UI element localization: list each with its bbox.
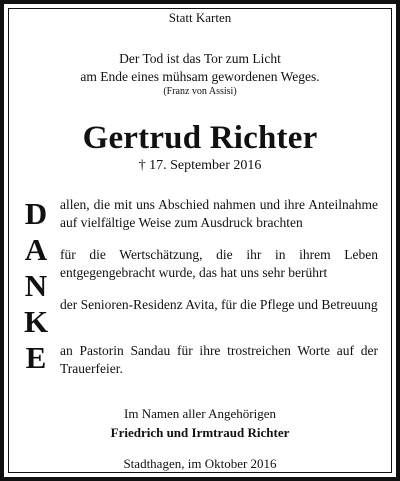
epigraph-quote: [0, 50, 400, 86]
danke-letter-n: N: [24, 268, 48, 303]
quote-author: (Franz von Assisi): [163, 86, 237, 97]
danke-letter-d: D: [24, 196, 48, 231]
death-date: † 17. September 2016: [138, 158, 262, 173]
thanks-paragraph-3: der Senioren-Residenz Avita, für die Pflege und Betreuung: [60, 297, 378, 312]
thanks-paragraph-4: an Pastorin Sandau für ihre trostreichen Worte auf der Trauerfeier.: [60, 343, 378, 376]
danke-letter-k: K: [24, 304, 49, 339]
danke-letter-e: E: [25, 340, 47, 375]
thanks-paragraph-1: allen, die mit uns Abschied nahmen und ihre Anteilnahme auf vielfältige Weise zum Ausdruck brachten: [60, 197, 378, 230]
danke-letter-a: A: [24, 232, 48, 267]
quote-line-2: am Ende eines mühsam gewordenen Weges.: [80, 69, 320, 84]
signature-names: Friedrich und Irmtraud Richter: [110, 425, 290, 440]
deceased-name: Gertrud Richter: [82, 120, 318, 156]
place-date: Stadthagen, im Oktober 2016: [123, 456, 277, 471]
statt-karten-header: Statt Karten: [168, 10, 232, 25]
quote-line-1: Der Tod ist das Tor zum Licht: [119, 51, 281, 66]
thanks-paragraph-2: für die Wertschätzung, die ihr in ihrem Leben entgegengebracht wurde, das hat uns sehr berührt: [60, 247, 378, 280]
signature-intro: Im Namen aller Angehörigen: [124, 406, 276, 421]
